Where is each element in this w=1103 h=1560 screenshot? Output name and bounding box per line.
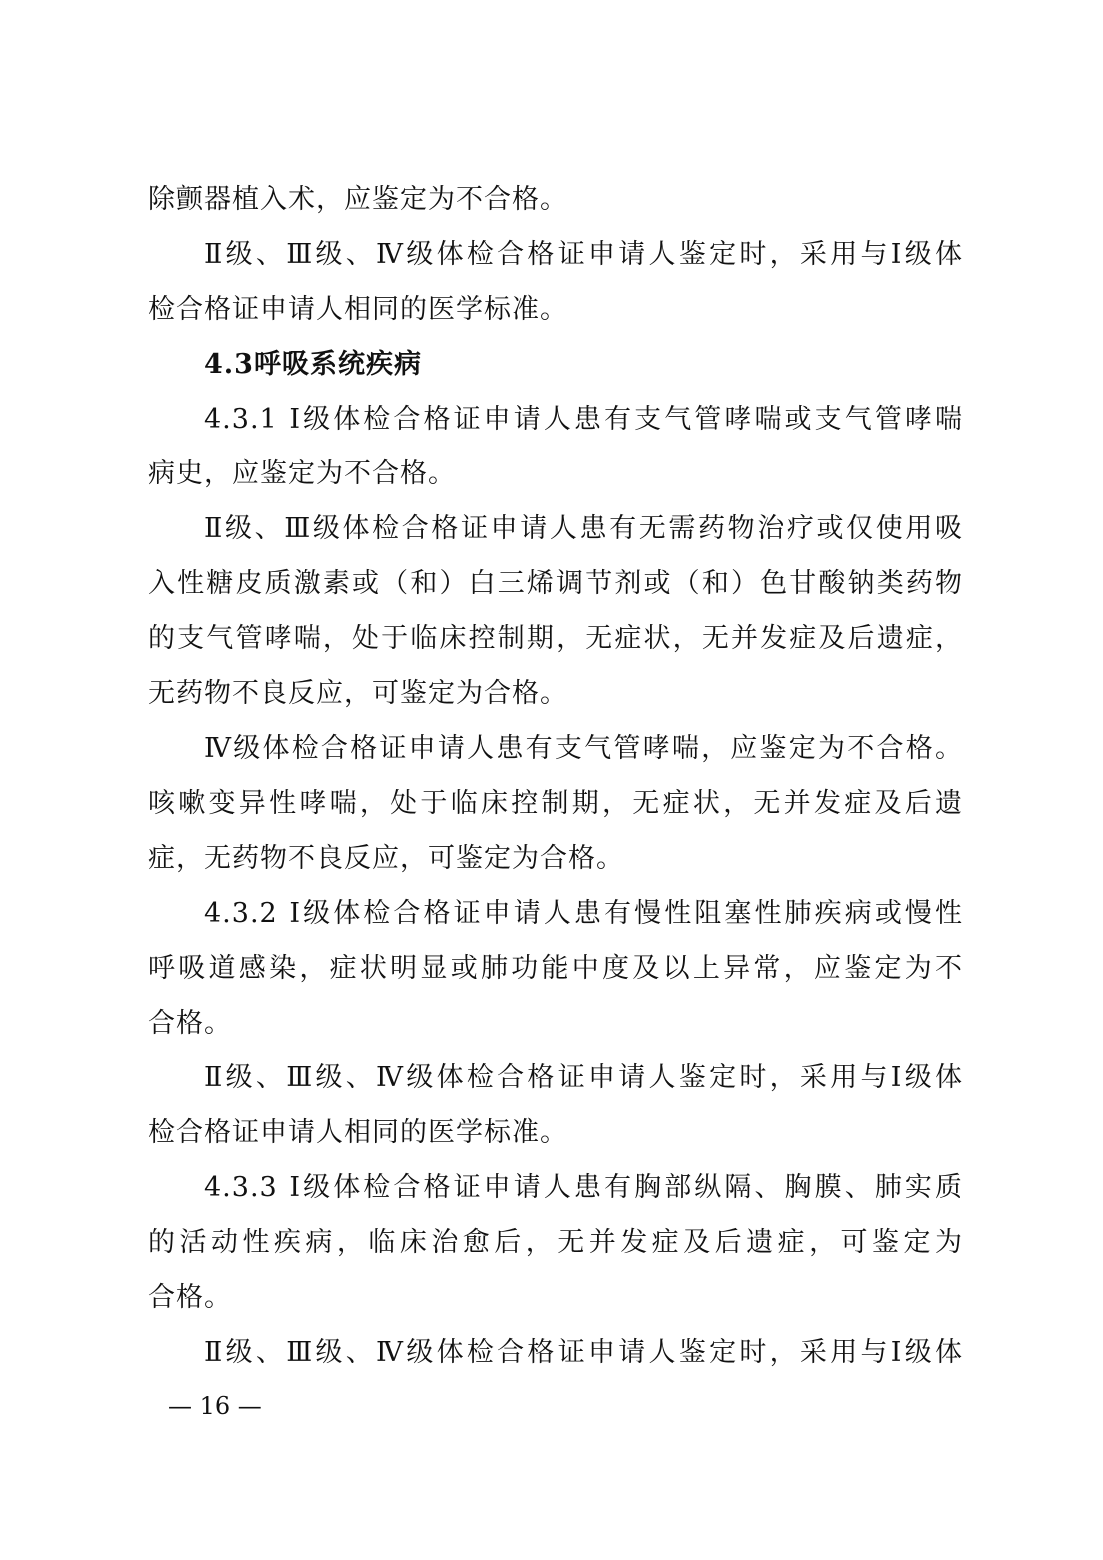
text-line: 病史，应鉴定为不合格。	[148, 458, 456, 489]
text-line: Ⅱ级、Ⅲ级、Ⅳ级体检合格证申请人鉴定时，采用与Ⅰ级体	[204, 239, 963, 270]
text-line: 4.3.2 Ⅰ级体检合格证申请人患有慢性阻塞性肺疾病或慢性	[204, 898, 963, 929]
page-number: — 16 —	[168, 1392, 262, 1420]
text-line: Ⅳ级体检合格证申请人患有支气管哮喘，应鉴定为不合格。	[204, 733, 963, 764]
text-line: Ⅱ级、Ⅲ级、Ⅳ级体检合格证申请人鉴定时，采用与Ⅰ级体	[204, 1062, 963, 1093]
section-heading: 4.3呼吸系统疾病	[204, 349, 422, 380]
text-line: 检合格证申请人相同的医学标准。	[148, 294, 568, 325]
text-line: 合格。	[148, 1008, 232, 1039]
text-line: 无药物不良反应，可鉴定为合格。	[148, 678, 568, 709]
text-line: 检合格证申请人相同的医学标准。	[148, 1117, 568, 1148]
text-line: 的活动性疾病，临床治愈后，无并发症及后遗症，可鉴定为	[148, 1227, 963, 1258]
text-line: Ⅱ级、Ⅲ级体检合格证申请人患有无需药物治疗或仅使用吸	[204, 513, 963, 544]
text-line: 除颤器植入术，应鉴定为不合格。	[148, 184, 568, 215]
text-line: Ⅱ级、Ⅲ级、Ⅳ级体检合格证申请人鉴定时，采用与Ⅰ级体	[204, 1337, 963, 1368]
text-line: 呼吸道感染，症状明显或肺功能中度及以上异常，应鉴定为不	[148, 953, 963, 984]
text-line: 咳嗽变异性哮喘，处于临床控制期，无症状，无并发症及后遗	[148, 788, 963, 819]
text-line: 4.3.1 Ⅰ级体检合格证申请人患有支气管哮喘或支气管哮喘	[204, 404, 963, 435]
text-line: 症，无药物不良反应，可鉴定为合格。	[148, 843, 624, 874]
text-line: 合格。	[148, 1282, 232, 1313]
text-line: 4.3.3 Ⅰ级体检合格证申请人患有胸部纵隔、胸膜、肺实质	[204, 1172, 963, 1203]
text-line: 的支气管哮喘，处于临床控制期，无症状，无并发症及后遗症，	[148, 623, 963, 654]
text-line: 入性糖皮质激素或（和）白三烯调节剂或（和）色甘酸钠类药物	[148, 568, 963, 599]
